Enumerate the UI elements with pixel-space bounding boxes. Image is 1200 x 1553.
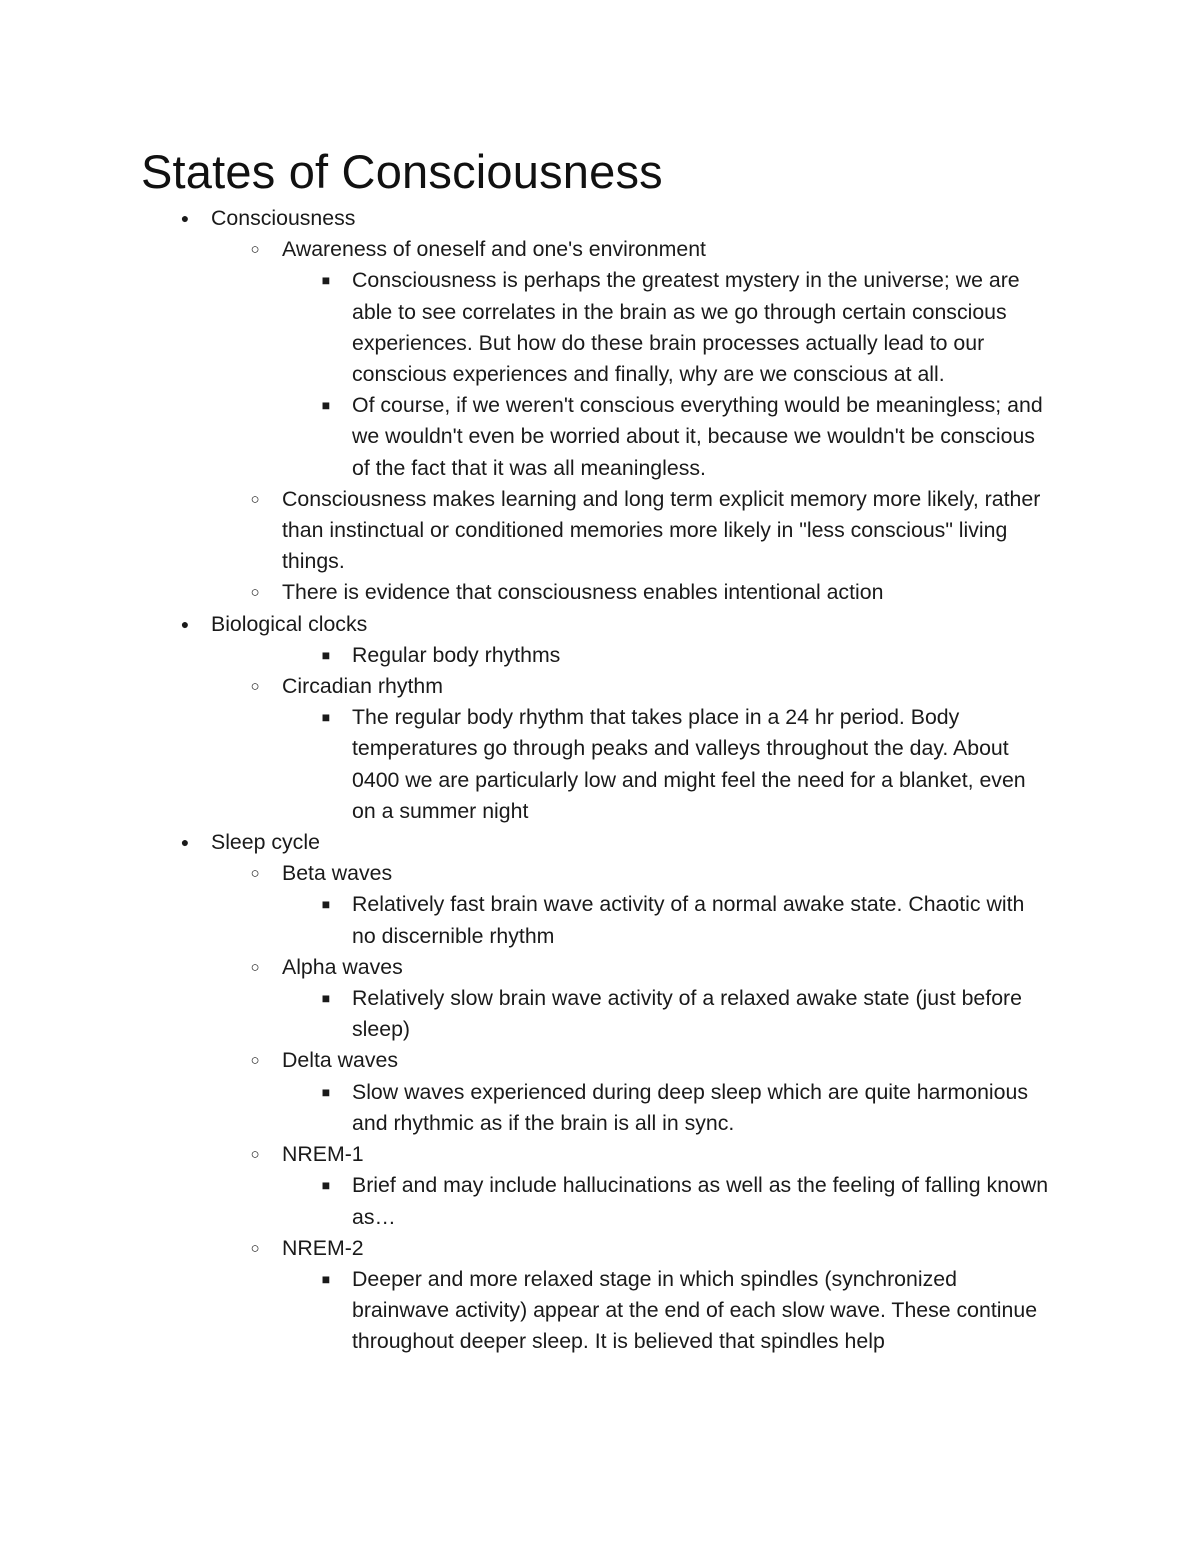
- list-item: [0, 640, 1052, 671]
- list-item: [0, 484, 1072, 578]
- bullet-marker: ■: [321, 709, 331, 726]
- bullet-marker: ■: [321, 1083, 331, 1100]
- bullet-marker: ■: [321, 1177, 331, 1194]
- page-title: States of Consciousness: [141, 145, 663, 198]
- list-item: [0, 234, 1072, 265]
- list-item: [0, 671, 1072, 702]
- list-item-text: Slow waves experienced during deep sleep which are quite harmonious and rhythmic as if the brain is all in sync.: [352, 1079, 1028, 1135]
- list-item: [0, 983, 1052, 1045]
- list-item-text: Biological clocks: [211, 611, 368, 636]
- list-item: [0, 390, 1052, 484]
- bullet-marker: ○: [250, 1052, 260, 1070]
- list-item-text: Consciousness is perhaps the greatest mystery in the universe; we are able to see correlates in the brain as we go through certain conscious experiences. But how do these brain processes actually lead to our conscious experiences and finally, why are we conscious at all.: [352, 268, 1020, 387]
- bullet-marker: ■: [321, 646, 331, 663]
- list-item-text: Beta waves: [282, 861, 393, 886]
- bullet-marker: ■: [321, 990, 331, 1007]
- list-item: [0, 1233, 1072, 1264]
- list-item-text: NREM-1: [282, 1142, 364, 1167]
- list-item: [0, 577, 1072, 608]
- bullet-marker: ●: [180, 834, 190, 851]
- list-item-text: Brief and may include hallucinations as well as the feeling of falling known as…: [352, 1173, 1049, 1229]
- list-item-text: There is evidence that consciousness enables intentional action: [282, 580, 884, 605]
- bullet-marker: ○: [250, 490, 260, 508]
- bullet-marker: ■: [321, 397, 331, 414]
- bullet-marker: ○: [250, 584, 260, 602]
- bullet-marker: ○: [250, 1146, 260, 1164]
- list-item: [0, 203, 1051, 234]
- list-item-text: Regular body rhythms: [352, 642, 561, 667]
- list-item-text: Alpha waves: [282, 954, 403, 979]
- bullet-marker: ○: [250, 1239, 260, 1257]
- list-item: [0, 858, 1072, 889]
- list-item-text: Consciousness: [211, 206, 356, 230]
- bullet-marker: ■: [321, 272, 331, 289]
- bullet-marker: ●: [180, 615, 190, 632]
- list-item: [0, 827, 1051, 858]
- list-item: [0, 609, 1051, 640]
- list-item-text: Of course, if we weren't conscious everything would be meaningless; and we wouldn't even be worried about it, because we wouldn't be conscious of the fact that it was all meaningless.: [352, 393, 1043, 480]
- bullet-marker: ○: [250, 865, 260, 883]
- bullet-marker: ■: [321, 1270, 331, 1287]
- list-item-text: Sleep cycle: [211, 830, 320, 855]
- list-item-text: Delta waves: [282, 1048, 398, 1073]
- list-item: [0, 702, 1052, 827]
- list-item-text: Relatively fast brain wave activity of a normal awake state. Chaotic with no discernible rhythm: [352, 892, 1025, 948]
- list-item: [0, 1139, 1072, 1170]
- bullet-marker: ○: [250, 241, 260, 259]
- bullet-marker: ○: [250, 958, 260, 976]
- list-item-text: Circadian rhythm: [282, 674, 443, 699]
- outline-list: [0, 203, 1200, 1358]
- list-item: [0, 265, 1052, 390]
- list-item-text: Relatively slow brain wave activity of a relaxed awake state (just before sleep): [352, 986, 1022, 1042]
- list-item: [0, 1264, 1052, 1358]
- list-item-text: Deeper and more relaxed stage in which spindles (synchronized brainwave activity) appear at the end of each slow wave. These continue throughout deeper sleep. It is believed that spindles help: [352, 1266, 1038, 1354]
- bullet-marker: ■: [321, 896, 331, 913]
- list-item-text: Awareness of oneself and one's environment: [282, 237, 706, 262]
- bullet-marker: ○: [250, 678, 260, 696]
- list-item: [0, 952, 1072, 983]
- list-item: [0, 1170, 1052, 1232]
- list-item-text: NREM-2: [282, 1235, 364, 1260]
- list-item: [0, 1077, 1052, 1139]
- bullet-marker: ●: [180, 210, 190, 226]
- list-item-text: The regular body rhythm that takes place in a 24 hr period. Body temperatures go through peaks and valleys throughout the day. About 0400 we are particularly low and might feel the need for a blanket, even on a summer night: [352, 705, 1026, 823]
- list-item: [0, 889, 1052, 951]
- list-item: [0, 1045, 1072, 1076]
- list-item-text: Consciousness makes learning and long term explicit memory more likely, rather than instinctual or conditioned memories more likely in "less conscious" living things.: [282, 486, 1041, 574]
